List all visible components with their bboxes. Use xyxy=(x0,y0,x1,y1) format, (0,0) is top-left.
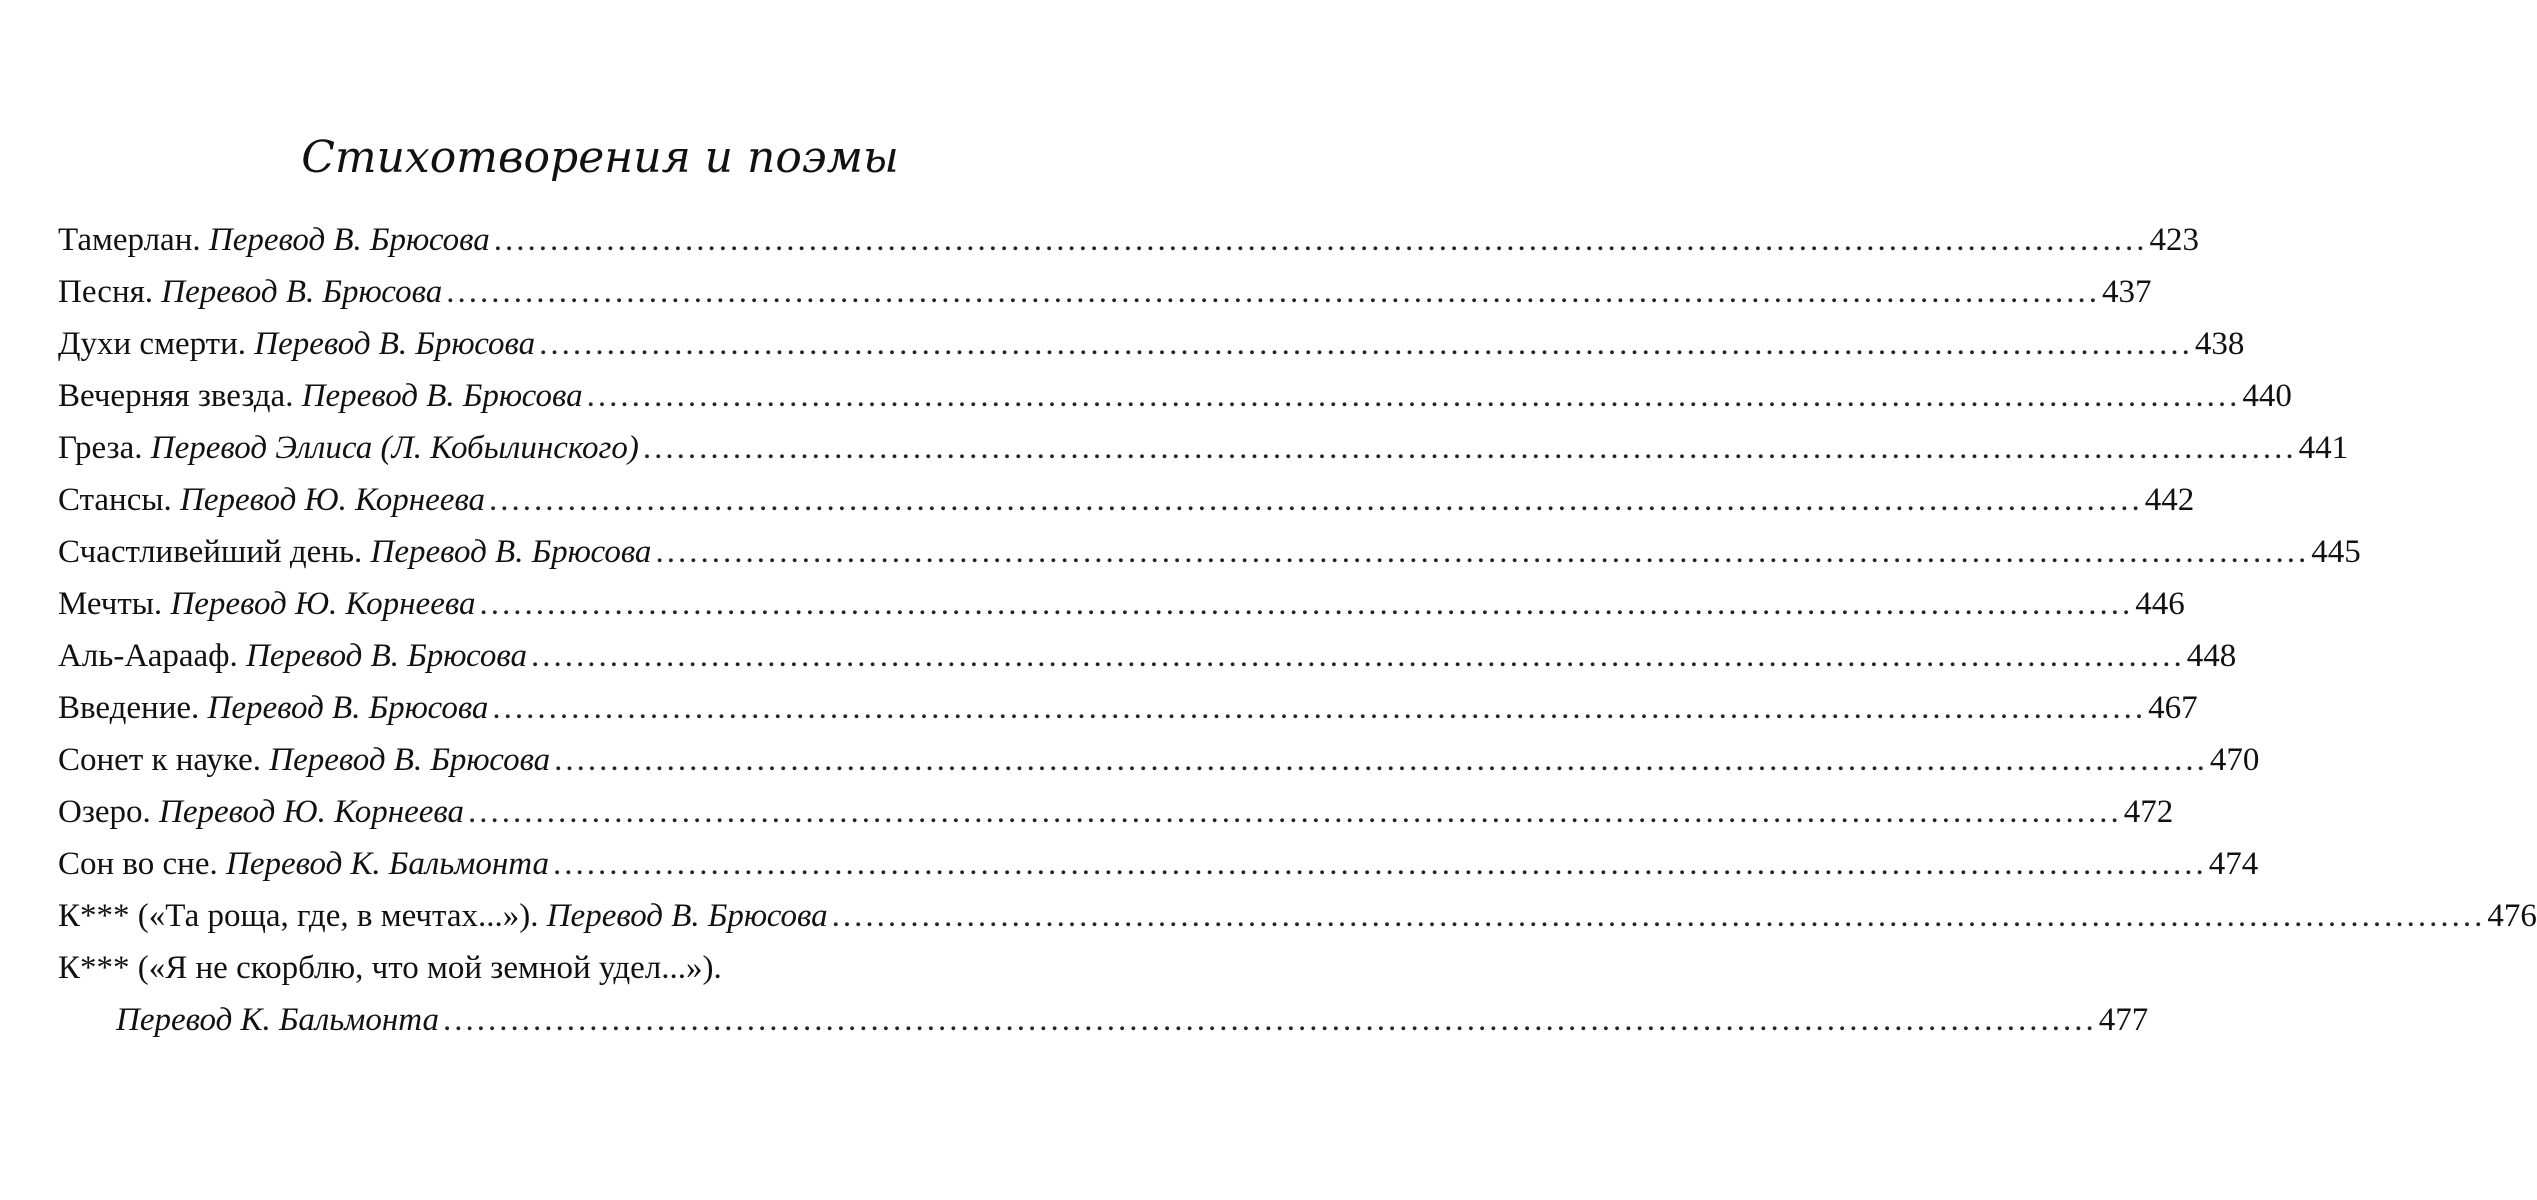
dot-leader: ................................................................................................................................................... xyxy=(442,1002,2097,1038)
table-of-contents xyxy=(58,214,2537,1046)
entry-translator: Перевод В. Брюсова xyxy=(161,274,443,310)
entry-title: К*** («Та роща, где, в мечтах...»). xyxy=(58,898,539,934)
toc-entry-15-title-line[interactable] xyxy=(58,942,1133,994)
toc-entry-13[interactable] xyxy=(58,838,2259,890)
entry-translator: Перевод В. Брюсова xyxy=(546,898,828,934)
toc-entry-7[interactable] xyxy=(58,526,2361,578)
entry-title: Стансы. xyxy=(58,482,172,518)
toc-entry-3[interactable] xyxy=(58,318,2245,370)
dot-leader: ................................................................................................................................................... xyxy=(586,378,2241,414)
toc-entry-9[interactable] xyxy=(58,630,2237,682)
dot-leader: ................................................................................................................................................... xyxy=(642,430,2297,466)
toc-entry-12[interactable] xyxy=(58,786,2174,838)
entry-translator: Перевод Ю. Корнеева xyxy=(170,586,476,622)
page-number: 472 xyxy=(2123,794,2174,830)
toc-entry-10[interactable] xyxy=(58,682,2198,734)
entry-title: Духи смерти. xyxy=(58,326,246,362)
dot-leader: ................................................................................................................................................... xyxy=(831,898,2486,934)
entry-title: Озеро. xyxy=(58,794,151,830)
entry-translator: Перевод В. Брюсова xyxy=(301,378,583,414)
entry-title: Греза. xyxy=(58,430,143,466)
dot-leader: ................................................................................................................................................... xyxy=(655,534,2310,570)
entry-title: Аль-Аарааф. xyxy=(58,638,238,674)
page-number: 446 xyxy=(2135,586,2185,622)
section-title: Стихотворения и поэмы xyxy=(301,132,899,183)
dot-leader: ................................................................................................................................................... xyxy=(554,742,2208,778)
entry-title: К*** («Я не скорблю, что мой земной удел...»). xyxy=(58,950,722,986)
entry-title: Тамерлан. xyxy=(58,222,201,258)
entry-title: Песня. xyxy=(58,274,154,310)
entry-title: Введение. xyxy=(58,690,200,726)
dot-leader: ................................................................................................................................................... xyxy=(539,326,2193,362)
page-number: 438 xyxy=(2194,326,2245,362)
entry-translator: Перевод В. Брюсова xyxy=(207,690,489,726)
page-number: 437 xyxy=(2101,274,2152,310)
dot-leader: ................................................................................................................................................... xyxy=(493,222,2148,258)
entry-translator: Перевод Эллиса (Л. Кобылинского) xyxy=(150,430,639,466)
entry-title: Счастливейший день. xyxy=(58,534,363,570)
entry-translator: Перевод В. Брюсова xyxy=(370,534,652,570)
page-number: 467 xyxy=(2148,690,2198,726)
dot-leader: ................................................................................................................................................... xyxy=(468,794,2122,830)
entry-title: Сонет к науке. xyxy=(58,742,262,778)
dot-leader: ................................................................................................................................................... xyxy=(489,482,2143,518)
entry-translator: Перевод К. Бальмонта xyxy=(225,846,549,882)
toc-entry-5[interactable] xyxy=(58,422,2349,474)
toc-entry-15-translator-line[interactable] xyxy=(58,994,2149,1046)
page-number: 423 xyxy=(2149,222,2200,258)
toc-entry-8[interactable] xyxy=(58,578,2185,630)
page-number: 445 xyxy=(2311,534,2361,570)
dot-leader: ................................................................................................................................................... xyxy=(492,690,2147,726)
page-number: 442 xyxy=(2144,482,2195,518)
entry-title: Сон во сне. xyxy=(58,846,218,882)
entry-translator: Перевод В. Брюсова xyxy=(246,638,527,674)
page-number: 441 xyxy=(2298,430,2349,466)
page-number: 477 xyxy=(2098,1002,2149,1038)
toc-entry-6[interactable] xyxy=(58,474,2195,526)
dot-leader: ................................................................................................................................................... xyxy=(530,638,2185,674)
toc-entry-14[interactable] xyxy=(58,890,2537,942)
toc-entry-2[interactable] xyxy=(58,266,2152,318)
dot-leader: ................................................................................................................................................... xyxy=(446,274,2100,310)
toc-entry-11[interactable] xyxy=(58,734,2260,786)
page-number: 476 xyxy=(2487,898,2537,934)
entry-translator: Перевод В. Брюсова xyxy=(269,742,551,778)
entry-title: Мечты. xyxy=(58,586,163,622)
toc-entry-1[interactable] xyxy=(58,214,2200,266)
page-number: 448 xyxy=(2186,638,2237,674)
page-number: 440 xyxy=(2242,378,2292,414)
entry-translator: Перевод В. Брюсова xyxy=(208,222,490,258)
dot-leader: ................................................................................................................................................... xyxy=(552,846,2207,882)
entry-translator: Перевод Ю. Корнеева xyxy=(159,794,465,830)
entry-translator: Перевод К. Бальмонта xyxy=(116,1002,439,1038)
dot-leader: ................................................................................................................................................... xyxy=(479,586,2134,622)
page-number: 470 xyxy=(2209,742,2260,778)
entry-translator: Перевод Ю. Корнеева xyxy=(180,482,486,518)
toc-entry-4[interactable] xyxy=(58,370,2292,422)
entry-title: Вечерняя звезда. xyxy=(58,378,294,414)
page-number: 474 xyxy=(2208,846,2259,882)
entry-translator: Перевод В. Брюсова xyxy=(254,326,536,362)
